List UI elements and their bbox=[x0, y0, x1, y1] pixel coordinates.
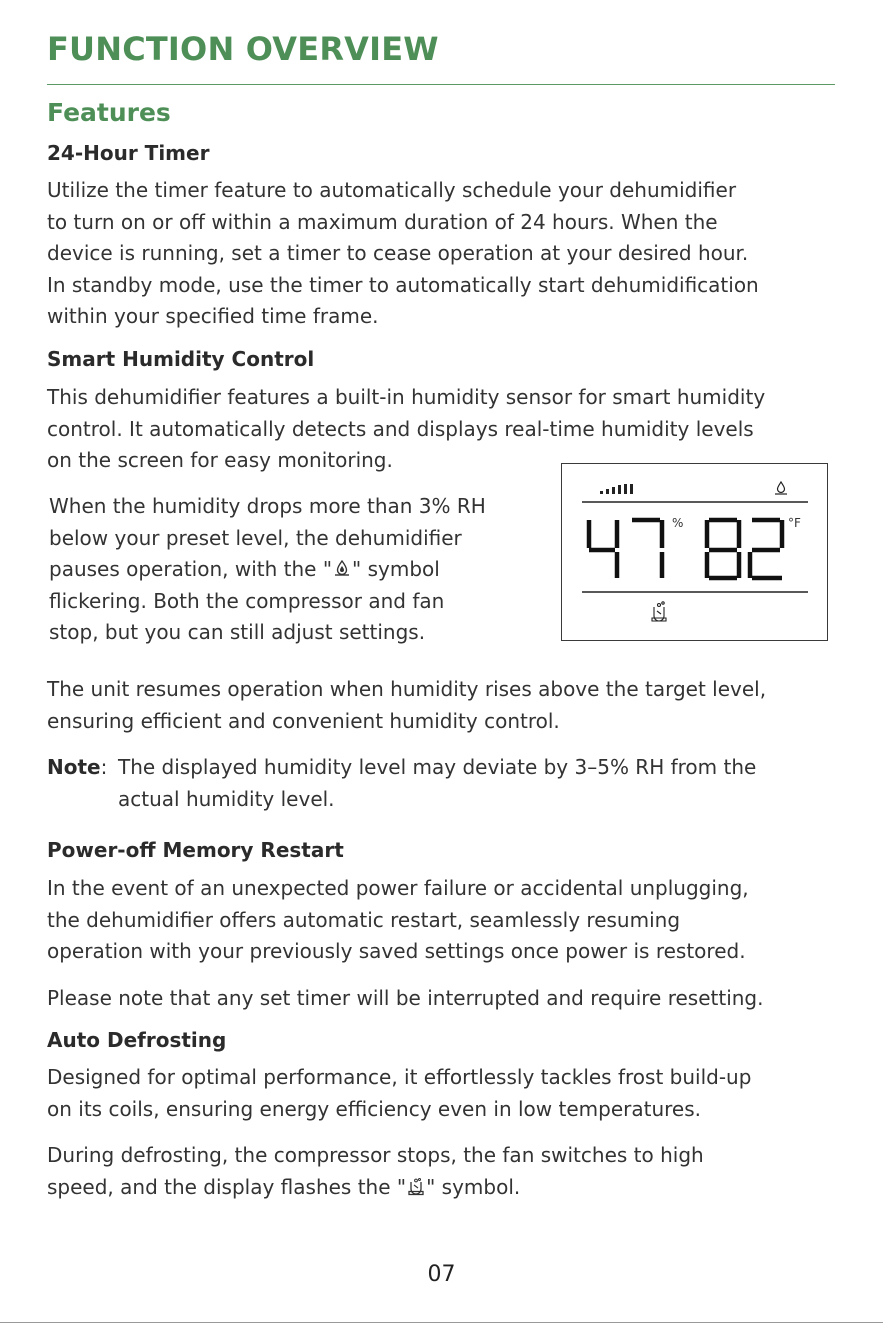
text-line: This dehumidifier features a built-in humidity sensor for smart humidity bbox=[47, 385, 766, 409]
text-line: Designed for optimal performance, it effortlessly tackles frost build-up bbox=[47, 1065, 752, 1089]
lcd-screen bbox=[562, 464, 826, 639]
humidity-resume-paragraph bbox=[47, 674, 766, 737]
text-line: on its coils, ensuring energy efficiency even in low temperatures. bbox=[47, 1096, 701, 1121]
text-fragment: speed, and the display flashes the " bbox=[47, 1174, 407, 1199]
note-block bbox=[47, 752, 757, 811]
text-line: The unit resumes operation when humidity rises above the target level, bbox=[47, 677, 767, 701]
timer-paragraph bbox=[47, 175, 759, 333]
humidity-drop-icon bbox=[775, 482, 787, 494]
text-line: device is running, set a timer to cease operation at your desired hour. bbox=[47, 241, 749, 265]
fan-speed-bars-icon bbox=[600, 484, 633, 494]
text-line: operation with your previously saved settings once power is restored. bbox=[47, 939, 746, 963]
text-line: below your preset level, the dehumidifier bbox=[49, 525, 462, 550]
text-line: stop, but you can still adjust settings. bbox=[49, 620, 426, 644]
timer-heading: 24-Hour Timer bbox=[47, 141, 210, 165]
text-line: control. It automatically detects and displays real-time humidity levels bbox=[47, 416, 754, 441]
memory-timer-note: Please note that any set timer will be interrupted and require resetting. bbox=[47, 986, 764, 1010]
humidity-digits bbox=[589, 520, 662, 578]
defrost-paragraph bbox=[47, 1062, 751, 1125]
text-fragment: " symbol. bbox=[426, 1174, 521, 1199]
text-line: on the screen for easy monitoring. bbox=[47, 448, 393, 472]
note-colon: : bbox=[100, 755, 108, 779]
text-fragment: " symbol bbox=[352, 557, 440, 581]
text-line: When the humidity drops more than 3% RH bbox=[49, 494, 486, 518]
text-line: ensuring efficient and convenient humidity control. bbox=[47, 708, 560, 733]
text-line: During defrosting, the compressor stops, the fan switches to high bbox=[47, 1143, 704, 1167]
defrost-behavior-paragraph bbox=[47, 1140, 704, 1203]
text-line: the dehumidifier offers automatic restart, seamlessly resuming bbox=[47, 907, 681, 932]
note-label: Note bbox=[47, 755, 101, 779]
text-line: The displayed humidity level may deviate by 3–5% RH from the bbox=[118, 755, 757, 779]
text-line: within your specified time frame. bbox=[47, 304, 379, 328]
humidity-drop-icon bbox=[332, 559, 352, 579]
text-line: actual humidity level. bbox=[118, 786, 335, 811]
humidity-unit-label: % bbox=[672, 516, 684, 530]
temperature-digits bbox=[707, 520, 782, 578]
defrost-icon bbox=[652, 602, 666, 621]
memory-paragraph bbox=[47, 873, 749, 968]
text-line: to turn on or off within a maximum duration of 24 hours. When the bbox=[47, 209, 718, 234]
text-line: Utilize the timer feature to automatically schedule your dehumidifier bbox=[47, 178, 737, 202]
text-line bbox=[47, 1172, 704, 1204]
text-line: In standby mode, use the timer to automatically start dehumidification bbox=[47, 272, 759, 297]
defrost-heading: Auto Defrosting bbox=[47, 1028, 227, 1052]
memory-heading: Power-off Memory Restart bbox=[47, 838, 344, 862]
text-fragment: pauses operation, with the " bbox=[49, 557, 333, 581]
title-divider bbox=[47, 84, 835, 85]
page-number: 07 bbox=[427, 1262, 456, 1287]
text-line: flickering. Both the compressor and fan bbox=[49, 588, 445, 613]
text-line: In the event of an unexpected power failure or accidental unplugging, bbox=[47, 876, 749, 900]
footer-rule bbox=[0, 1322, 883, 1323]
humidity-drop-paragraph bbox=[49, 491, 486, 649]
page-title: FUNCTION OVERVIEW bbox=[47, 30, 439, 68]
humidity-heading: Smart Humidity Control bbox=[47, 347, 315, 371]
temperature-unit-label: °F bbox=[788, 516, 801, 530]
defrost-icon bbox=[406, 1177, 426, 1197]
section-heading: Features bbox=[47, 98, 171, 127]
text-line bbox=[49, 554, 486, 586]
lcd-display-illustration bbox=[561, 463, 828, 641]
note-text bbox=[118, 752, 756, 815]
